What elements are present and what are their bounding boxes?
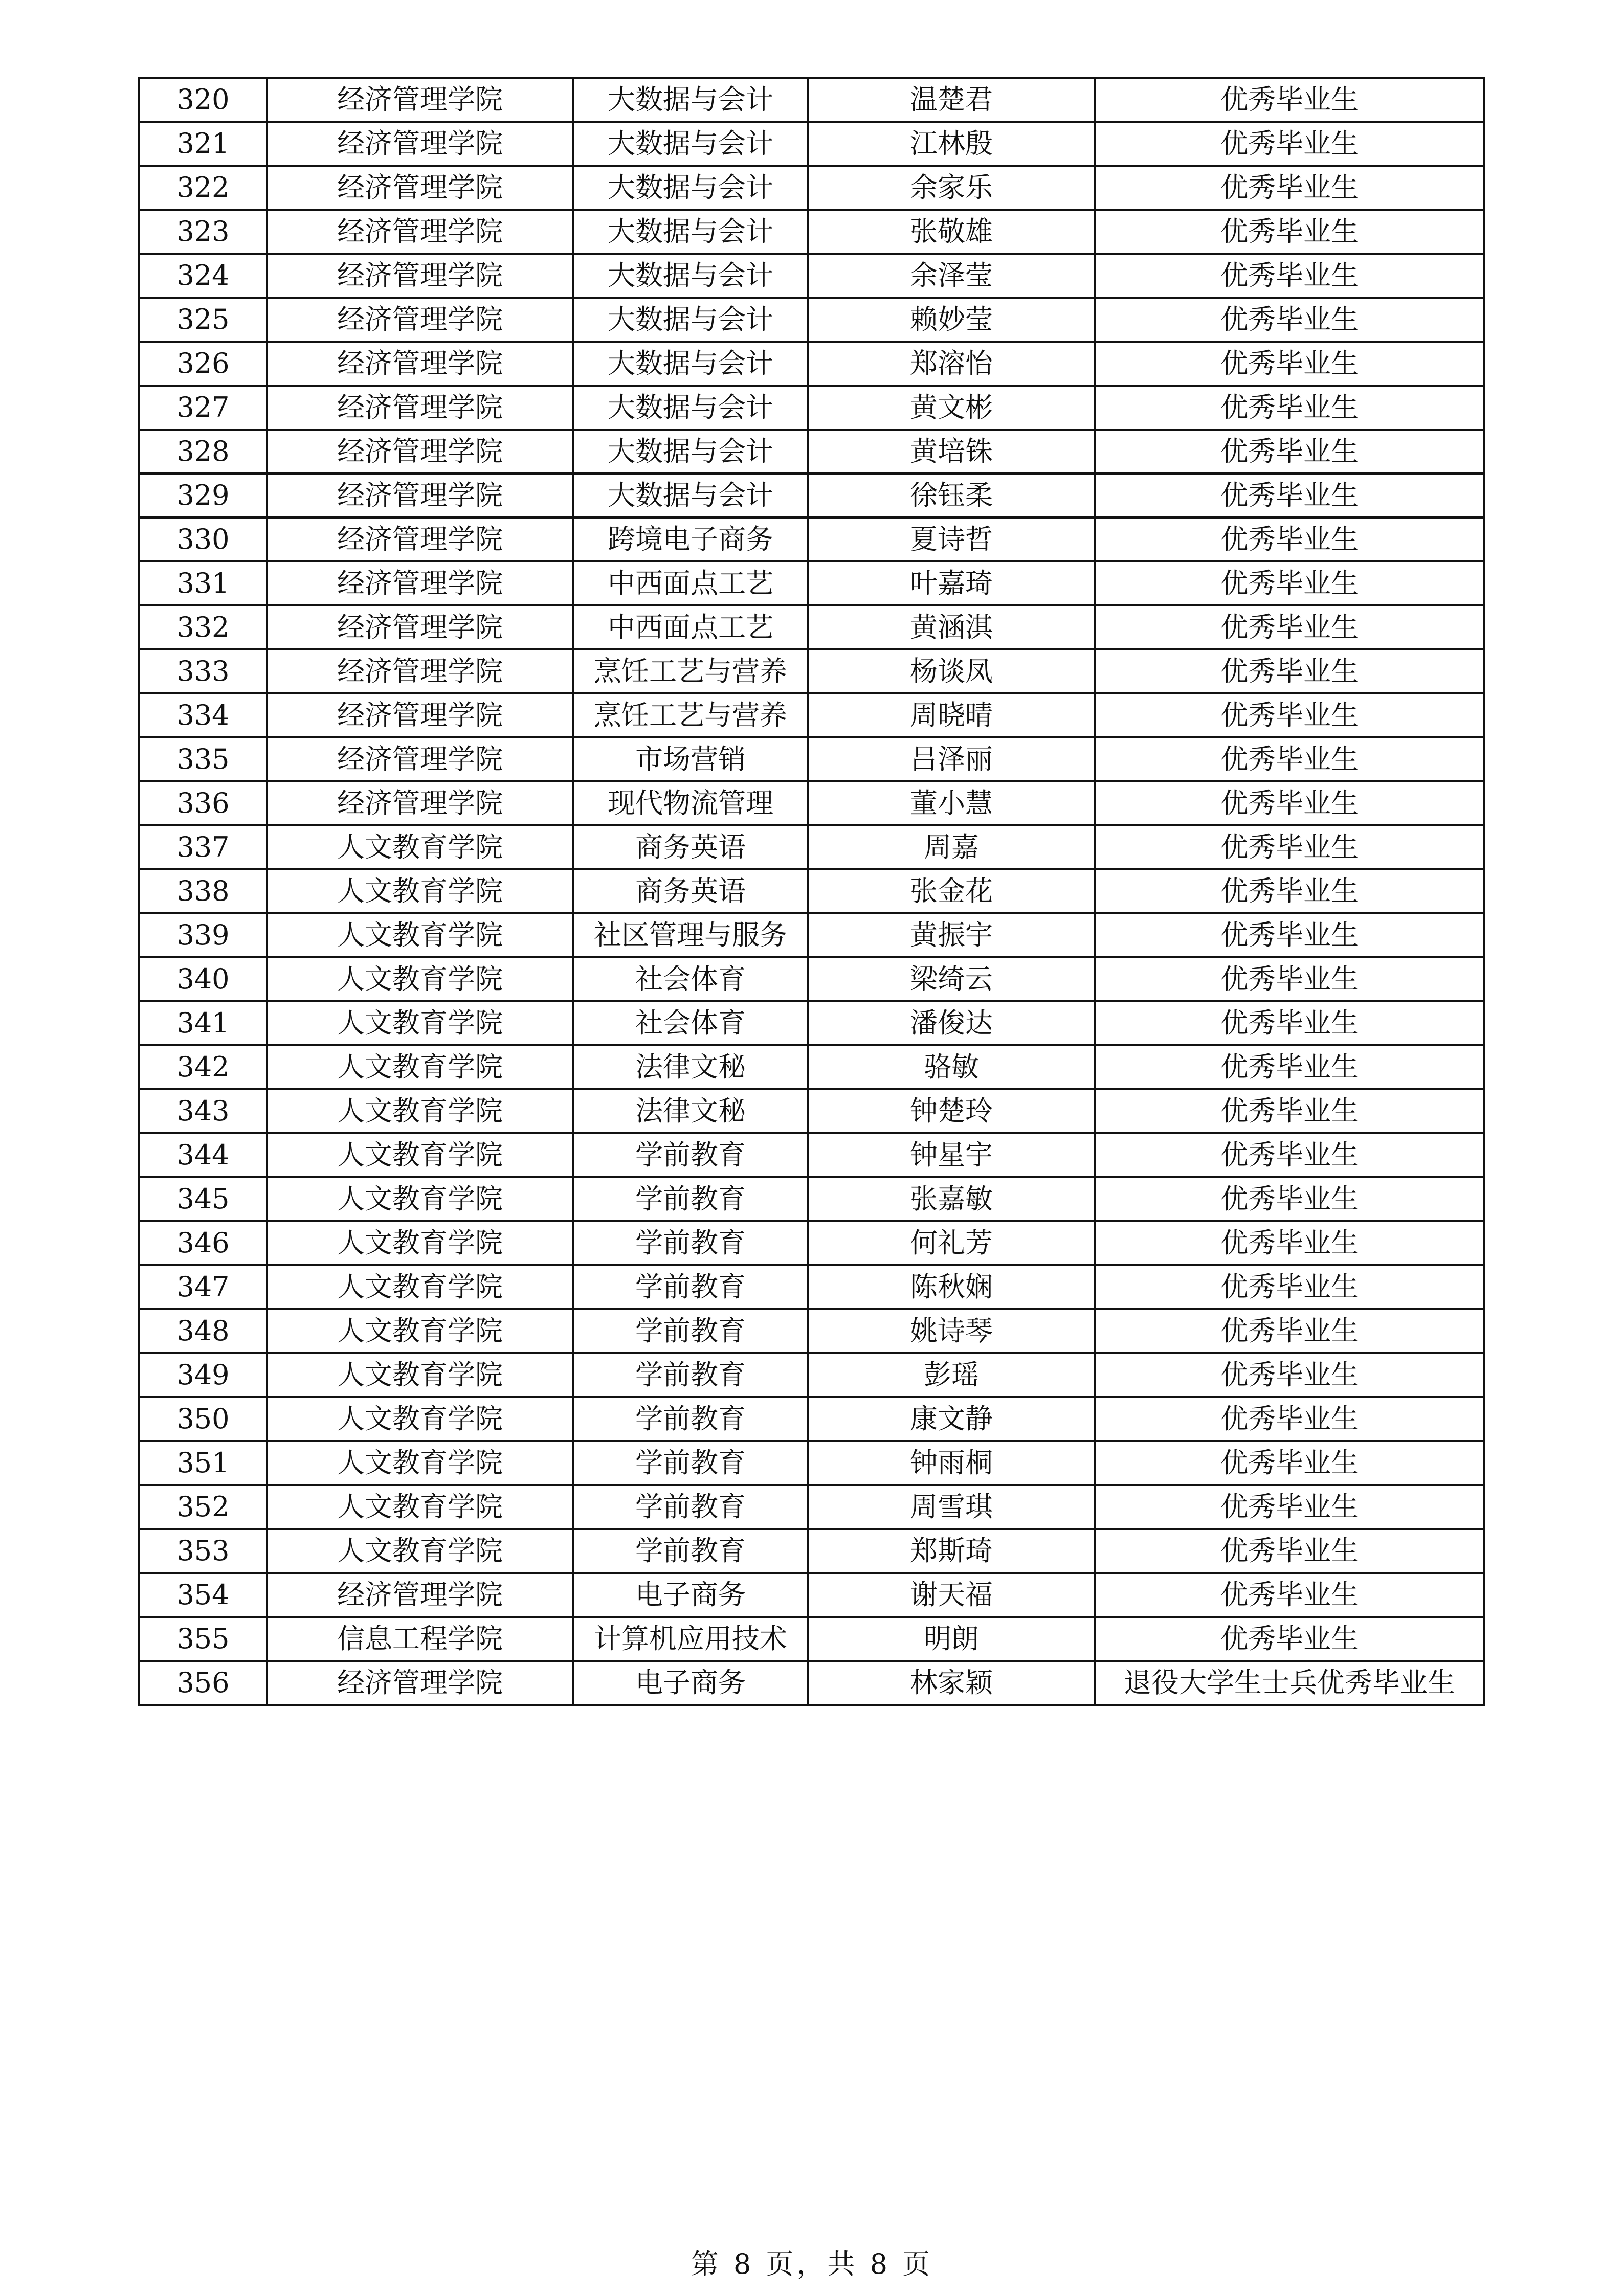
row-number-cell: 337	[139, 825, 267, 869]
award-cell: 优秀毕业生	[1095, 869, 1484, 913]
row-number-cell: 328	[139, 430, 267, 474]
student-name-cell: 余泽莹	[808, 254, 1095, 298]
row-number-cell: 330	[139, 517, 267, 561]
college-cell: 经济管理学院	[267, 254, 573, 298]
major-cell: 学前教育	[573, 1221, 808, 1265]
row-number-cell: 341	[139, 1001, 267, 1045]
table-row	[139, 1397, 1484, 1441]
student-name-cell: 黄涵淇	[808, 605, 1095, 649]
table-row	[139, 1265, 1484, 1309]
row-number-cell: 323	[139, 210, 267, 254]
major-cell: 学前教育	[573, 1309, 808, 1353]
college-cell: 经济管理学院	[267, 386, 573, 430]
student-name-cell: 周嘉	[808, 825, 1095, 869]
major-cell: 中西面点工艺	[573, 561, 808, 605]
row-number-cell: 355	[139, 1617, 267, 1661]
award-cell: 优秀毕业生	[1095, 781, 1484, 825]
student-name-cell: 夏诗哲	[808, 517, 1095, 561]
table-row	[139, 1485, 1484, 1529]
award-cell: 优秀毕业生	[1095, 1309, 1484, 1353]
college-cell: 信息工程学院	[267, 1617, 573, 1661]
college-cell: 人文教育学院	[267, 1309, 573, 1353]
table-row	[139, 737, 1484, 781]
student-name-cell: 张嘉敏	[808, 1177, 1095, 1221]
college-cell: 人文教育学院	[267, 1221, 573, 1265]
award-cell: 优秀毕业生	[1095, 1133, 1484, 1177]
table-row	[139, 122, 1484, 166]
row-number-cell: 324	[139, 254, 267, 298]
table-row	[139, 1661, 1484, 1705]
college-cell: 人文教育学院	[267, 1529, 573, 1573]
major-cell: 大数据与会计	[573, 166, 808, 210]
row-number-cell: 336	[139, 781, 267, 825]
award-cell: 退役大学生士兵优秀毕业生	[1095, 1661, 1484, 1705]
major-cell: 现代物流管理	[573, 781, 808, 825]
row-number-cell: 342	[139, 1045, 267, 1089]
college-cell: 人文教育学院	[267, 913, 573, 957]
student-name-cell: 林家颖	[808, 1661, 1095, 1705]
table-row	[139, 210, 1484, 254]
row-number-cell: 333	[139, 649, 267, 693]
table-row	[139, 1133, 1484, 1177]
award-cell: 优秀毕业生	[1095, 1089, 1484, 1133]
row-number-cell: 325	[139, 298, 267, 342]
major-cell: 社区管理与服务	[573, 913, 808, 957]
award-cell: 优秀毕业生	[1095, 1573, 1484, 1617]
table-row	[139, 605, 1484, 649]
college-cell: 经济管理学院	[267, 781, 573, 825]
college-cell: 经济管理学院	[267, 122, 573, 166]
college-cell: 人文教育学院	[267, 1265, 573, 1309]
row-number-cell: 329	[139, 474, 267, 517]
graduate-roster-table	[138, 77, 1485, 1706]
college-cell: 经济管理学院	[267, 1573, 573, 1617]
college-cell: 经济管理学院	[267, 298, 573, 342]
college-cell: 人文教育学院	[267, 1441, 573, 1485]
college-cell: 人文教育学院	[267, 1397, 573, 1441]
award-cell: 优秀毕业生	[1095, 1265, 1484, 1309]
row-number-cell: 351	[139, 1441, 267, 1485]
award-cell: 优秀毕业生	[1095, 474, 1484, 517]
award-cell: 优秀毕业生	[1095, 693, 1484, 737]
award-cell: 优秀毕业生	[1095, 1529, 1484, 1573]
major-cell: 学前教育	[573, 1529, 808, 1573]
major-cell: 商务英语	[573, 825, 808, 869]
award-cell: 优秀毕业生	[1095, 1617, 1484, 1661]
table-row	[139, 781, 1484, 825]
row-number-cell: 353	[139, 1529, 267, 1573]
row-number-cell: 338	[139, 869, 267, 913]
row-number-cell: 352	[139, 1485, 267, 1529]
award-cell: 优秀毕业生	[1095, 1177, 1484, 1221]
major-cell: 学前教育	[573, 1265, 808, 1309]
award-cell: 优秀毕业生	[1095, 1353, 1484, 1397]
student-name-cell: 杨谈凤	[808, 649, 1095, 693]
row-number-cell: 331	[139, 561, 267, 605]
row-number-cell: 350	[139, 1397, 267, 1441]
major-cell: 学前教育	[573, 1133, 808, 1177]
major-cell: 社会体育	[573, 1001, 808, 1045]
student-name-cell: 黄振宇	[808, 913, 1095, 957]
student-name-cell: 明朗	[808, 1617, 1095, 1661]
college-cell: 经济管理学院	[267, 561, 573, 605]
row-number-cell: 334	[139, 693, 267, 737]
award-cell: 优秀毕业生	[1095, 913, 1484, 957]
major-cell: 大数据与会计	[573, 386, 808, 430]
table-row	[139, 561, 1484, 605]
college-cell: 人文教育学院	[267, 825, 573, 869]
major-cell: 学前教育	[573, 1441, 808, 1485]
major-cell: 计算机应用技术	[573, 1617, 808, 1661]
page-footer: 第 8 页，共 8 页	[691, 2248, 933, 2280]
major-cell: 大数据与会计	[573, 210, 808, 254]
row-number-cell: 346	[139, 1221, 267, 1265]
table-row	[139, 1221, 1484, 1265]
major-cell: 跨境电子商务	[573, 517, 808, 561]
college-cell: 人文教育学院	[267, 1177, 573, 1221]
award-cell: 优秀毕业生	[1095, 737, 1484, 781]
major-cell: 大数据与会计	[573, 298, 808, 342]
student-name-cell: 周雪琪	[808, 1485, 1095, 1529]
college-cell: 经济管理学院	[267, 693, 573, 737]
major-cell: 烹饪工艺与营养	[573, 693, 808, 737]
award-cell: 优秀毕业生	[1095, 649, 1484, 693]
major-cell: 中西面点工艺	[573, 605, 808, 649]
award-cell: 优秀毕业生	[1095, 298, 1484, 342]
student-name-cell: 郑斯琦	[808, 1529, 1095, 1573]
college-cell: 人文教育学院	[267, 1133, 573, 1177]
college-cell: 人文教育学院	[267, 869, 573, 913]
award-cell: 优秀毕业生	[1095, 78, 1484, 122]
major-cell: 大数据与会计	[573, 254, 808, 298]
table-row	[139, 1529, 1484, 1573]
student-name-cell: 张金花	[808, 869, 1095, 913]
major-cell: 社会体育	[573, 957, 808, 1001]
student-name-cell: 江林殷	[808, 122, 1095, 166]
major-cell: 学前教育	[573, 1485, 808, 1529]
college-cell: 经济管理学院	[267, 430, 573, 474]
table-row	[139, 1177, 1484, 1221]
major-cell: 大数据与会计	[573, 122, 808, 166]
table-row	[139, 957, 1484, 1001]
award-cell: 优秀毕业生	[1095, 210, 1484, 254]
student-name-cell: 黄培铢	[808, 430, 1095, 474]
award-cell: 优秀毕业生	[1095, 561, 1484, 605]
row-number-cell: 344	[139, 1133, 267, 1177]
award-cell: 优秀毕业生	[1095, 1485, 1484, 1529]
student-name-cell: 骆敏	[808, 1045, 1095, 1089]
roster-table-body	[139, 78, 1484, 1705]
table-row	[139, 1441, 1484, 1485]
major-cell: 大数据与会计	[573, 430, 808, 474]
college-cell: 经济管理学院	[267, 342, 573, 386]
row-number-cell: 354	[139, 1573, 267, 1617]
table-row	[139, 342, 1484, 386]
table-row	[139, 517, 1484, 561]
row-number-cell: 349	[139, 1353, 267, 1397]
table-row	[139, 1617, 1484, 1661]
table-row	[139, 825, 1484, 869]
student-name-cell: 陈秋娴	[808, 1265, 1095, 1309]
award-cell: 优秀毕业生	[1095, 605, 1484, 649]
table-row	[139, 430, 1484, 474]
student-name-cell: 郑溶怡	[808, 342, 1095, 386]
award-cell: 优秀毕业生	[1095, 122, 1484, 166]
award-cell: 优秀毕业生	[1095, 1045, 1484, 1089]
student-name-cell: 钟雨桐	[808, 1441, 1095, 1485]
row-number-cell: 327	[139, 386, 267, 430]
row-number-cell: 356	[139, 1661, 267, 1705]
major-cell: 烹饪工艺与营养	[573, 649, 808, 693]
major-cell: 电子商务	[573, 1661, 808, 1705]
award-cell: 优秀毕业生	[1095, 1221, 1484, 1265]
student-name-cell: 温楚君	[808, 78, 1095, 122]
college-cell: 人文教育学院	[267, 1089, 573, 1133]
student-name-cell: 赖妙莹	[808, 298, 1095, 342]
student-name-cell: 钟星宇	[808, 1133, 1095, 1177]
table-row	[139, 166, 1484, 210]
row-number-cell: 335	[139, 737, 267, 781]
student-name-cell: 余家乐	[808, 166, 1095, 210]
table-row	[139, 1045, 1484, 1089]
award-cell: 优秀毕业生	[1095, 825, 1484, 869]
college-cell: 经济管理学院	[267, 649, 573, 693]
row-number-cell: 322	[139, 166, 267, 210]
student-name-cell: 彭瑶	[808, 1353, 1095, 1397]
row-number-cell: 340	[139, 957, 267, 1001]
student-name-cell: 徐钰柔	[808, 474, 1095, 517]
major-cell: 学前教育	[573, 1177, 808, 1221]
major-cell: 法律文秘	[573, 1089, 808, 1133]
table-row	[139, 869, 1484, 913]
award-cell: 优秀毕业生	[1095, 957, 1484, 1001]
student-name-cell: 姚诗琴	[808, 1309, 1095, 1353]
row-number-cell: 348	[139, 1309, 267, 1353]
college-cell: 人文教育学院	[267, 957, 573, 1001]
table-row	[139, 913, 1484, 957]
row-number-cell: 320	[139, 78, 267, 122]
award-cell: 优秀毕业生	[1095, 517, 1484, 561]
student-name-cell: 梁绮云	[808, 957, 1095, 1001]
college-cell: 经济管理学院	[267, 210, 573, 254]
student-name-cell: 董小慧	[808, 781, 1095, 825]
table-row	[139, 78, 1484, 122]
major-cell: 法律文秘	[573, 1045, 808, 1089]
college-cell: 经济管理学院	[267, 517, 573, 561]
student-name-cell: 谢天福	[808, 1573, 1095, 1617]
student-name-cell: 钟楚玲	[808, 1089, 1095, 1133]
student-name-cell: 潘俊达	[808, 1001, 1095, 1045]
student-name-cell: 吕泽丽	[808, 737, 1095, 781]
college-cell: 经济管理学院	[267, 737, 573, 781]
college-cell: 经济管理学院	[267, 78, 573, 122]
college-cell: 经济管理学院	[267, 474, 573, 517]
college-cell: 经济管理学院	[267, 166, 573, 210]
major-cell: 大数据与会计	[573, 78, 808, 122]
table-row	[139, 1309, 1484, 1353]
award-cell: 优秀毕业生	[1095, 254, 1484, 298]
award-cell: 优秀毕业生	[1095, 386, 1484, 430]
major-cell: 市场营销	[573, 737, 808, 781]
student-name-cell: 周晓晴	[808, 693, 1095, 737]
major-cell: 商务英语	[573, 869, 808, 913]
award-cell: 优秀毕业生	[1095, 166, 1484, 210]
row-number-cell: 343	[139, 1089, 267, 1133]
student-name-cell: 何礼芳	[808, 1221, 1095, 1265]
row-number-cell: 347	[139, 1265, 267, 1309]
award-cell: 优秀毕业生	[1095, 342, 1484, 386]
major-cell: 学前教育	[573, 1353, 808, 1397]
award-cell: 优秀毕业生	[1095, 1397, 1484, 1441]
award-cell: 优秀毕业生	[1095, 1001, 1484, 1045]
major-cell: 学前教育	[573, 1397, 808, 1441]
college-cell: 人文教育学院	[267, 1001, 573, 1045]
award-cell: 优秀毕业生	[1095, 1441, 1484, 1485]
major-cell: 大数据与会计	[573, 474, 808, 517]
student-name-cell: 康文静	[808, 1397, 1095, 1441]
college-cell: 人文教育学院	[267, 1353, 573, 1397]
table-row	[139, 1353, 1484, 1397]
table-row	[139, 386, 1484, 430]
table-row	[139, 649, 1484, 693]
table-row	[139, 693, 1484, 737]
college-cell: 人文教育学院	[267, 1485, 573, 1529]
table-row	[139, 254, 1484, 298]
major-cell: 大数据与会计	[573, 342, 808, 386]
major-cell: 电子商务	[573, 1573, 808, 1617]
row-number-cell: 339	[139, 913, 267, 957]
table-row	[139, 1573, 1484, 1617]
table-row	[139, 1089, 1484, 1133]
table-row	[139, 1001, 1484, 1045]
table-row	[139, 474, 1484, 517]
row-number-cell: 321	[139, 122, 267, 166]
student-name-cell: 叶嘉琦	[808, 561, 1095, 605]
student-name-cell: 张敬雄	[808, 210, 1095, 254]
college-cell: 经济管理学院	[267, 1661, 573, 1705]
row-number-cell: 332	[139, 605, 267, 649]
award-cell: 优秀毕业生	[1095, 430, 1484, 474]
college-cell: 经济管理学院	[267, 605, 573, 649]
table-row	[139, 298, 1484, 342]
college-cell: 人文教育学院	[267, 1045, 573, 1089]
student-name-cell: 黄文彬	[808, 386, 1095, 430]
row-number-cell: 326	[139, 342, 267, 386]
row-number-cell: 345	[139, 1177, 267, 1221]
